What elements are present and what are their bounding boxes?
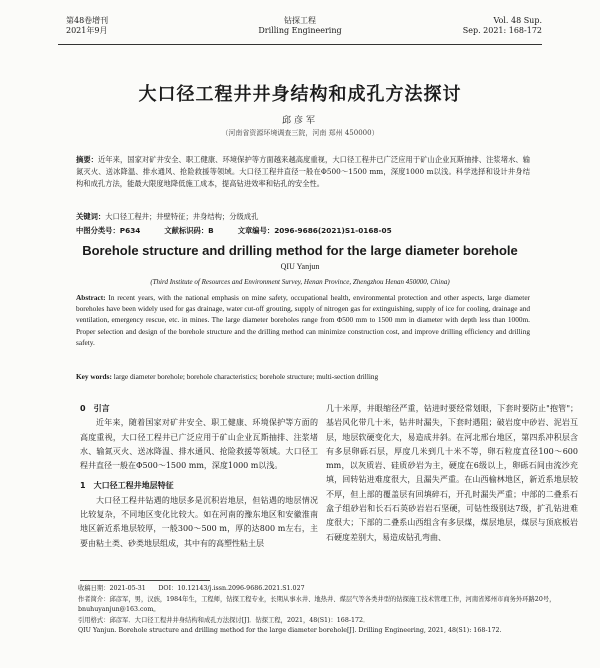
section-heading-intro: 0 引言 (80, 404, 110, 413)
header-rule (58, 44, 542, 45)
document-code: 文献标识码：B (164, 226, 214, 235)
affiliation: （河南省资源环境调查三院，河南 郑州 450000） (221, 129, 379, 137)
pages-en: Sep. 2021: 168-172 (462, 26, 542, 35)
author: 邱彦军 (281, 116, 318, 126)
volume-label: 第48卷增刊 (66, 16, 109, 25)
section-heading-strata: 1 大口径工程井地层特征 (80, 481, 174, 491)
footnotes (78, 584, 570, 637)
abstract-cn (76, 154, 530, 190)
paper-title-en: Borehole structure and drilling method for the large diameter borehole (82, 243, 518, 258)
paragraph-strata-cont: 几十米厚，井眼缩径严重，钻进时要经常划眼，下套时要防止"抱管"；基岩风化带几十米，钻井时漏失，下套时遇阻；破岩度中砂岩、泥岩互层，地层软硬变化大，易造成井斜。在河北邢台地区，第四系冲积层含有多层卵砾石层，厚度几米到几十米不等，卵石粒度直径100～600 mm，以灰质岩、硅质砂岩为主，硬度在6级以上，卵砾石间由流沙充填，回转钻进难度很大，且漏失严重。在山西榆林地区，新近系地层较不厚，但上部的覆盖层有回填碎石，开孔时漏失严重；中部的二叠系石盒子组砂岩和长石石英砂岩岩石坚硬，可钻性级别达7级，扩孔钻进难度很大；下部的二叠系山西组含有多层煤，煤层地层，煤层与顶底板岩石硬度差别大，易造成钻孔弯曲、 (326, 404, 578, 542)
journal-volume-en (463, 16, 542, 36)
footnote-rule (80, 580, 210, 581)
keywords-label: 关键词： (76, 212, 106, 221)
body-column-right (326, 402, 578, 545)
abstract-text: 近年来，国家对矿井安全、职工健康、环境保护等方面越来越高度重视，大口径工程井已广泛应用于矿山企业瓦斯抽排、注浆堵水、输氮灭火、送冰降温、排水通风、抢险救援等领域。大口径工程井直径一般在Φ500～1500 mm，深度1000 m以浅。科学选择和设计井身结构和成孔方法，能最大限度地降低施工成本，提高钻进效率和钻孔的安全性。 (76, 155, 531, 188)
abstract-en-label: Abstract: (76, 293, 106, 302)
journal-name-en: Drilling Engineering (258, 26, 342, 35)
affiliation-en: (Third Institute of Resources and Environment Survey, Henan Province, Zhengzhou Henan 450000, China) (150, 278, 450, 286)
issue-date: 2021年9月 (66, 26, 108, 35)
paragraph-strata: 大口径工程井钻遇的地层多是沉积岩地层，但钻遇的地层情况比较复杂，不同地区变化比较大。如在河南的豫东地区和安徽淮南地区新近系地层较厚，一般300～500 m，厚的达800 m左右，主要由粘土类、砂类地层组成，其中有的高塑性粘土层 (80, 495, 318, 548)
journal-name-cn: 钻探工程 (284, 16, 316, 25)
abstract-label: 摘要： (76, 155, 98, 164)
keywords-en-label: Key words: (76, 372, 112, 381)
keywords-cn (76, 211, 530, 222)
volume-en: Vol. 48 Sup. (493, 16, 542, 25)
body-column-left (80, 402, 318, 551)
running-header (58, 12, 542, 48)
paragraph-intro: 近年来，随着国家对矿井安全、职工健康、环境保护等方面的高度重视，大口径工程井已广泛应用于矿山企业瓦斯抽排、注浆堵水、输氮灭火、送冰降温、排水通风、抢险救援等领域。大口径工程井直径一般在Φ500～1500 mm，深度1000 m以浅。 (80, 418, 318, 471)
abstract-en (76, 292, 530, 348)
citation-en: QIU Yanjun. Borehole structure and drilling method for the large diameter borehole[J]. Drilling Engineering, 2021, 48(S1): 168-172. (78, 627, 502, 634)
clc-number: 中图分类号：P634 (76, 226, 141, 235)
paper-title: 大口径工程井井身结构和成孔方法探讨 (138, 84, 462, 105)
article-number: 文章编号：2096-9686(2021)S1-0168-05 (237, 226, 392, 235)
classification-line (76, 225, 530, 236)
author-en: QIU Yanjun (280, 262, 320, 271)
keywords-text: 大口径工程井；井壁特征；井身结构；分级成孔 (105, 212, 259, 221)
keywords-en-text: large diameter borehole; borehole characteristics; borehole structure; multi-section drilling (111, 372, 379, 381)
citation-cn: 引用格式：邱彦军．大口径工程井井身结构和成孔方法探讨[J]．钻探工程，2021，48(S1)：168-172． (78, 616, 370, 624)
keywords-en (76, 371, 530, 382)
received-date: 收稿日期：2021-05-31 DOI：10.12143/j.issn.2096-9686.2021.S1.027 (78, 585, 305, 592)
author-info: 作者简介：邱彦军，男，汉族，1984年生，工程师，钻探工程专业，长期从事水井、地热井、煤层气等各类井型的钻探施工技术管理工作，河南省郑州市商务外环路20号，bnuhuyanjun@163.com。 (78, 595, 556, 613)
abstract-en-text: In recent years, with the national emphasis on mine safety, occupational health, environmental protection and other aspects, large diameter boreholes have been widely used for gas drainage, water cut-off grouting, supply of nitrogen gas for extinguishing, supply of ice for cooling, drainage and ventilation, emergency rescue, etc. in mines. The large diameter boreholes range from Φ500 mm to 1500 mm in diameter with depth less than 1000m. Proper selection and design of the borehole structure and the drilling method can minimize construction cost, and improve drilling efficiency and drilling safety. (76, 293, 530, 347)
